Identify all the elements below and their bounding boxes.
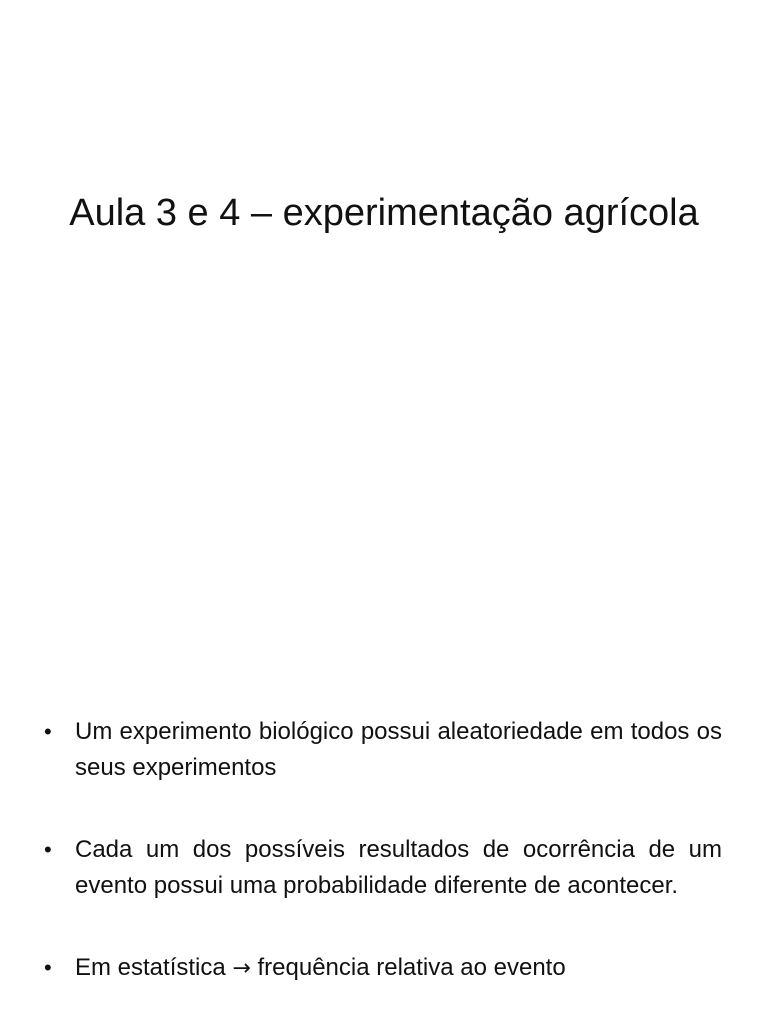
bullet-text-after: frequência relativa ao evento [250, 954, 566, 981]
bullet-icon: • [44, 837, 52, 862]
bullet-text: Um experimento biológico possui aleatoriedade em todos os seus experimentos [75, 718, 722, 781]
bullet-icon: • [44, 719, 52, 744]
bullet-icon: • [44, 955, 52, 980]
bullet-item [44, 950, 722, 987]
slide-title: Aula 3 e 4 – experimentação agrícola [69, 192, 699, 234]
bullet-list [44, 714, 722, 1033]
bullet-text-before: Em estatística [75, 954, 233, 981]
bullet-text: Cada um dos possíveis resultados de ocorrência de um evento possui uma probabilidade diferente de acontecer. [75, 836, 722, 899]
arrow-right-icon: → [232, 956, 251, 981]
bullet-item [44, 714, 722, 786]
bullet-item [44, 832, 722, 904]
